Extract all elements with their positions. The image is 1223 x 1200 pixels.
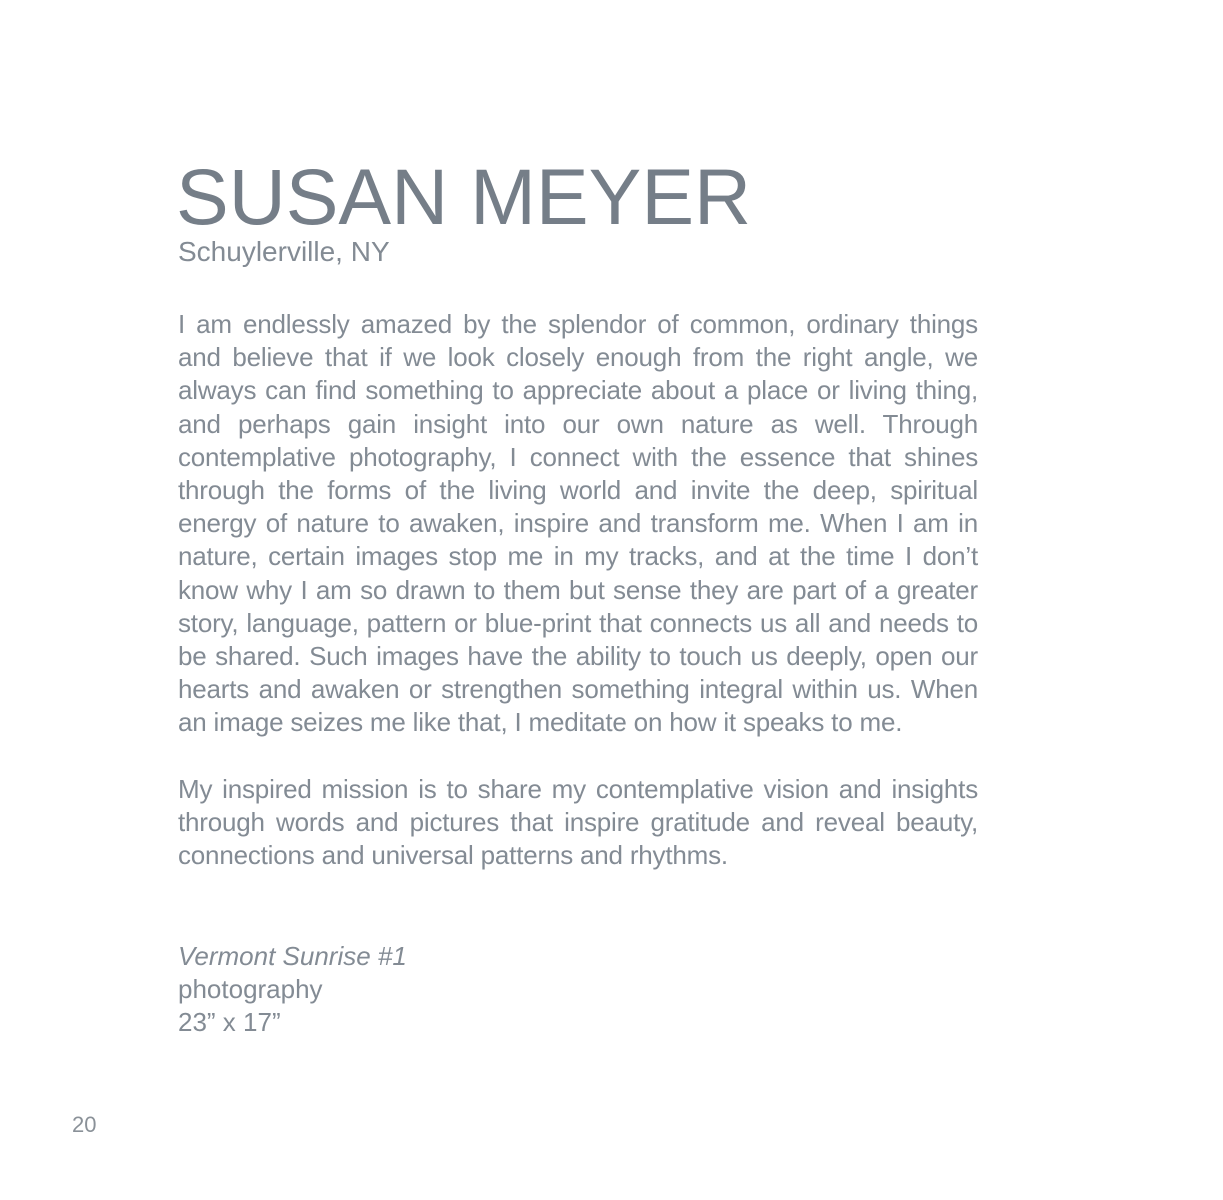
artwork-caption <box>178 940 407 1039</box>
statement-paragraph: My inspired mission is to share my contemplative vision and insights through words and pictures that inspire gratitude and reveal beauty, connections and universal patterns and rhythms. <box>178 773 978 871</box>
artist-statement <box>178 308 978 872</box>
statement-paragraph: I am endlessly amazed by the splendor of common, ordinary things and believe that if we look closely enough from the right angle, we always can find something to appreciate about a place or living thing, and perhaps gain insight into our own nature as well. Through contemplative photography, I connect with the essence that shines through the forms of the living world and invite the deep, spiritual energy of nature to awaken, inspire and transform me. When I am in nature, certain images stop me in my tracks, and at the time I don’t know why I am so drawn to them but sense they are part of a greater story, language, pattern or blue-print that connects us all and needs to be shared. Such images have the ability to touch us deeply, open our hearts and awaken or strengthen something integral within us. When an image seizes me like that, I meditate on how it speaks to me. <box>178 309 978 738</box>
artist-location: Schuylerville, NY <box>178 236 390 267</box>
artwork-title: Vermont Sunrise #1 <box>178 941 407 971</box>
artwork-medium: photography <box>178 974 323 1004</box>
artist-name: SUSAN MEYER <box>176 152 752 241</box>
page-number: 20 <box>72 1112 97 1137</box>
artwork-dimensions: 23” x 17” <box>178 1007 281 1037</box>
